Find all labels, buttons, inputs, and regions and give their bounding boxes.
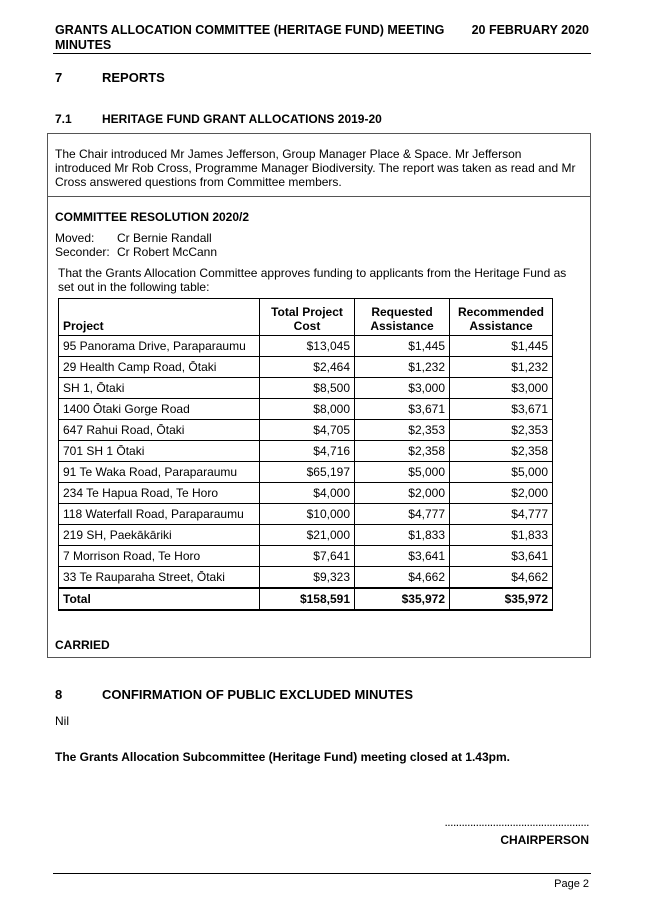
cell-project: 33 Te Rauparaha Street, Ōtaki bbox=[59, 567, 260, 589]
cell-cost: $2,464 bbox=[260, 357, 355, 378]
cell-requested: $4,777 bbox=[355, 504, 450, 525]
table-row bbox=[59, 567, 553, 589]
cell-project: 95 Panorama Drive, Paraparaumu bbox=[59, 336, 260, 357]
header-recommended: Recommended Assistance bbox=[450, 299, 553, 336]
cell-recommended: $4,777 bbox=[450, 504, 553, 525]
cell-recommended: $1,445 bbox=[450, 336, 553, 357]
cell-project: 7 Morrison Road, Te Horo bbox=[59, 546, 260, 567]
cell-cost: $4,716 bbox=[260, 441, 355, 462]
cell-recommended: $2,353 bbox=[450, 420, 553, 441]
table-row bbox=[59, 336, 553, 357]
table-row bbox=[59, 441, 553, 462]
header-requested: Requested Assistance bbox=[355, 299, 450, 336]
cell-cost: $10,000 bbox=[260, 504, 355, 525]
cell-cost: $21,000 bbox=[260, 525, 355, 546]
table-row bbox=[59, 546, 553, 567]
section-8-title: CONFIRMATION OF PUBLIC EXCLUDED MINUTES bbox=[102, 687, 414, 702]
cell-project: 234 Te Hapua Road, Te Horo bbox=[59, 483, 260, 504]
table-row bbox=[59, 420, 553, 441]
cell-cost: $8,500 bbox=[260, 378, 355, 399]
cell-cost: $7,641 bbox=[260, 546, 355, 567]
cell-recommended: $1,833 bbox=[450, 525, 553, 546]
document-header-title: GRANTS ALLOCATION COMMITTEE (HERITAGE FUND) MEETING MINUTES bbox=[55, 23, 445, 52]
cell-requested: $1,232 bbox=[355, 357, 450, 378]
cell-recommended: $1,232 bbox=[450, 357, 553, 378]
section-8-number: 8 bbox=[55, 687, 63, 702]
cell-requested: $3,000 bbox=[355, 378, 450, 399]
cell-recommended: $3,000 bbox=[450, 378, 553, 399]
cell-cost: $8,000 bbox=[260, 399, 355, 420]
cell-requested: $1,445 bbox=[355, 336, 450, 357]
intro-paragraph: The Chair introduced Mr James Jefferson, Group Manager Place & Space. Mr Jefferson introduced Mr Rob Cross, Programme Manager Biodiversity. The report was taken as read and Mr Cross answered questions from Committee members. bbox=[55, 147, 576, 189]
cell-project: 91 Te Waka Road, Paraparaumu bbox=[59, 462, 260, 483]
table-header-row bbox=[59, 299, 553, 336]
cell-recommended: $3,641 bbox=[450, 546, 553, 567]
table-row bbox=[59, 357, 553, 378]
cell-recommended: $5,000 bbox=[450, 462, 553, 483]
seconder-label: Seconder: bbox=[55, 245, 110, 259]
cell-recommended: $3,671 bbox=[450, 399, 553, 420]
cell-project: 118 Waterfall Road, Paraparaumu bbox=[59, 504, 260, 525]
table-row bbox=[59, 399, 553, 420]
cell-total-recommended: $35,972 bbox=[450, 588, 553, 610]
cell-requested: $2,353 bbox=[355, 420, 450, 441]
section-7-1-number: 7.1 bbox=[55, 112, 72, 126]
cell-requested: $3,671 bbox=[355, 399, 450, 420]
resolution-text: That the Grants Allocation Committee approves funding to applicants from the Heritage Fund as set out in the following table: bbox=[58, 266, 567, 294]
carried-label: CARRIED bbox=[55, 638, 110, 652]
header-total-cost: Total Project Cost bbox=[260, 299, 355, 336]
moved-label: Moved: bbox=[55, 231, 95, 245]
cell-project: 647 Rahui Road, Ōtaki bbox=[59, 420, 260, 441]
cell-cost: $9,323 bbox=[260, 567, 355, 589]
cell-recommended: $2,000 bbox=[450, 483, 553, 504]
signature-line: ................................................... bbox=[444, 815, 589, 829]
section-7-title: REPORTS bbox=[102, 70, 165, 85]
meeting-closed-statement: The Grants Allocation Subcommittee (Heritage Fund) meeting closed at 1.43pm. bbox=[55, 750, 510, 764]
moved-value: Cr Bernie Randall bbox=[117, 231, 212, 245]
page-number: Page 2 bbox=[554, 878, 589, 890]
resolution-title: COMMITTEE RESOLUTION 2020/2 bbox=[55, 210, 250, 224]
cell-recommended: $4,662 bbox=[450, 567, 553, 589]
cell-total-label: Total bbox=[59, 588, 260, 610]
grant-allocation-table bbox=[58, 298, 553, 611]
header-divider bbox=[53, 53, 591, 54]
document-header-date: 20 FEBRUARY 2020 bbox=[471, 23, 589, 37]
header-project: Project bbox=[59, 299, 260, 336]
cell-requested: $2,358 bbox=[355, 441, 450, 462]
table-total-row bbox=[59, 588, 553, 610]
cell-project: 219 SH, Paekākāriki bbox=[59, 525, 260, 546]
cell-requested: $4,662 bbox=[355, 567, 450, 589]
table-row bbox=[59, 504, 553, 525]
cell-recommended: $2,358 bbox=[450, 441, 553, 462]
table-row bbox=[59, 462, 553, 483]
cell-cost: $13,045 bbox=[260, 336, 355, 357]
cell-requested: $2,000 bbox=[355, 483, 450, 504]
cell-project: SH 1, Ōtaki bbox=[59, 378, 260, 399]
cell-project: 1400 Ōtaki Gorge Road bbox=[59, 399, 260, 420]
section-7-number: 7 bbox=[55, 70, 63, 85]
cell-project: 701 SH 1 Ōtaki bbox=[59, 441, 260, 462]
cell-requested: $5,000 bbox=[355, 462, 450, 483]
seconder-value: Cr Robert McCann bbox=[117, 245, 218, 259]
table-row bbox=[59, 378, 553, 399]
chairperson-label: CHAIRPERSON bbox=[500, 833, 589, 847]
cell-cost: $4,705 bbox=[260, 420, 355, 441]
cell-project: 29 Health Camp Road, Ōtaki bbox=[59, 357, 260, 378]
cell-requested: $3,641 bbox=[355, 546, 450, 567]
section-8-body: Nil bbox=[55, 714, 69, 728]
cell-total-requested: $35,972 bbox=[355, 588, 450, 610]
table-row bbox=[59, 525, 553, 546]
section-7-1-title: HERITAGE FUND GRANT ALLOCATIONS 2019-20 bbox=[102, 112, 382, 126]
cell-total-cost: $158,591 bbox=[260, 588, 355, 610]
footer-divider bbox=[53, 873, 591, 874]
cell-requested: $1,833 bbox=[355, 525, 450, 546]
table-row bbox=[59, 483, 553, 504]
cell-cost: $4,000 bbox=[260, 483, 355, 504]
cell-cost: $65,197 bbox=[260, 462, 355, 483]
